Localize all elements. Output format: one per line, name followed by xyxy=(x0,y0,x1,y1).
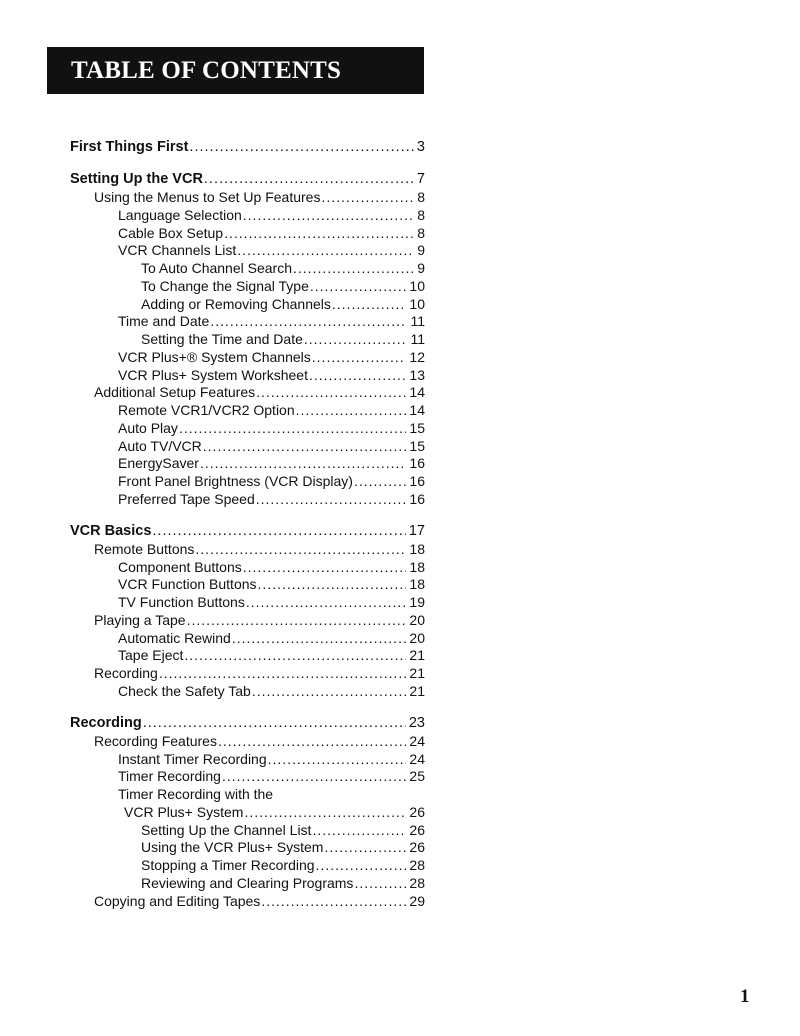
toc-entry-label: Remote Buttons xyxy=(94,540,195,557)
toc-entry-page: 10 xyxy=(409,277,425,294)
dot-leader xyxy=(246,594,407,610)
toc-entry-label: Playing a Tape xyxy=(94,611,186,628)
dot-leader xyxy=(203,438,407,454)
page-title: TABLE OF CONTENTS xyxy=(71,56,342,84)
toc-entry xyxy=(70,473,425,491)
toc-entry xyxy=(70,630,425,648)
toc-entry xyxy=(70,822,425,840)
toc-entry-page: 10 xyxy=(409,295,425,312)
page-number: 1 xyxy=(740,986,750,1007)
toc-entry xyxy=(70,786,425,804)
dot-leader xyxy=(224,225,414,241)
toc-entry-label: Component Buttons xyxy=(118,558,242,575)
toc-entry-page: 26 xyxy=(409,803,425,820)
dot-leader xyxy=(261,893,406,909)
toc-entry-label: Timer Recording xyxy=(118,768,221,785)
toc-entry-page: 29 xyxy=(409,892,425,909)
toc-entry xyxy=(70,541,425,559)
toc-entry-label: Using the VCR Plus+ System xyxy=(141,839,324,856)
toc-entry-page: 20 xyxy=(409,629,425,646)
toc-entry-page: 9 xyxy=(417,260,425,276)
toc-entry-page: 11 xyxy=(410,313,425,330)
dot-leader xyxy=(321,189,414,205)
dot-leader xyxy=(243,207,414,223)
toc-entry-page: 28 xyxy=(409,857,425,873)
dot-leader xyxy=(232,630,407,646)
toc-entry-label: VCR Basics xyxy=(70,523,152,539)
toc-section-entry xyxy=(70,171,425,189)
toc-entry-label: First Things First xyxy=(70,139,189,155)
toc-entry-page: 12 xyxy=(409,348,425,365)
toc-entry-label: Instant Timer Recording xyxy=(118,750,267,767)
toc-entry xyxy=(70,367,425,385)
dot-leader xyxy=(184,647,406,663)
toc-entry xyxy=(70,438,425,456)
toc-entry-page: 9 xyxy=(417,242,425,259)
toc-entry-label: To Auto Channel Search xyxy=(141,260,292,276)
toc-entry-label: Check the Safety Tab xyxy=(118,682,251,699)
toc-entry-page: 14 xyxy=(409,384,425,401)
toc-section-entry xyxy=(70,523,425,541)
dot-leader xyxy=(309,367,406,383)
dot-leader xyxy=(243,559,407,575)
toc-entry-label: Tape Eject xyxy=(118,647,184,664)
toc-entry xyxy=(70,594,425,612)
toc-entry-page: 18 xyxy=(409,540,425,557)
toc-entry xyxy=(70,242,425,260)
toc-entry-page: 15 xyxy=(409,437,425,454)
dot-leader xyxy=(179,420,406,436)
toc-entry-label: Auto TV/VCR xyxy=(118,437,202,454)
dot-leader xyxy=(256,384,406,400)
toc-entry-label: Preferred Tape Speed xyxy=(118,490,255,507)
dot-leader xyxy=(152,523,405,539)
dot-leader xyxy=(258,576,407,592)
toc-section-entry xyxy=(70,139,425,157)
dot-leader xyxy=(310,278,407,294)
toc-entry-page: 26 xyxy=(409,821,425,838)
table-of-contents xyxy=(70,139,425,910)
toc-entry xyxy=(70,207,425,225)
toc-entry-label: Setting Up the VCR xyxy=(70,171,203,188)
dot-leader xyxy=(237,242,414,258)
toc-entry-page: 24 xyxy=(409,732,425,749)
dot-leader xyxy=(354,875,406,891)
toc-entry-label: Adding or Removing Channels xyxy=(141,295,331,312)
toc-entry-page: 16 xyxy=(409,455,425,472)
toc-entry xyxy=(70,576,425,594)
toc-entry-page: 18 xyxy=(409,576,425,593)
toc-entry xyxy=(70,804,425,822)
toc-entry-label: Copying and Editing Tapes xyxy=(94,892,261,909)
toc-entry xyxy=(70,225,425,243)
toc-entry xyxy=(70,733,425,751)
dot-leader xyxy=(316,857,407,873)
dot-leader xyxy=(296,402,407,418)
toc-entry-label: VCR Plus+® System Channels xyxy=(118,348,311,365)
toc-entry-label: Auto Play xyxy=(118,419,178,436)
toc-entry xyxy=(70,420,425,438)
toc-entry xyxy=(70,455,425,473)
dot-leader xyxy=(304,331,408,347)
toc-entry-page: 15 xyxy=(409,419,425,436)
toc-entry xyxy=(70,683,425,701)
dot-leader xyxy=(159,665,407,681)
toc-entry-page: 17 xyxy=(408,523,425,539)
toc-entry-label: Front Panel Brightness (VCR Display) xyxy=(118,473,353,489)
toc-entry-page: 16 xyxy=(409,490,425,507)
toc-entry-page: 24 xyxy=(409,750,425,767)
toc-entry-page: 21 xyxy=(409,665,425,681)
toc-entry xyxy=(70,559,425,577)
toc-entry-label: Using the Menus to Set Up Features xyxy=(94,189,321,205)
toc-entry xyxy=(70,278,425,296)
toc-entry-label: VCR Plus+ System xyxy=(124,803,244,820)
dot-leader xyxy=(187,612,407,628)
toc-entry-label: Recording xyxy=(70,715,142,731)
toc-section-entry xyxy=(70,715,425,733)
toc-entry-label: VCR Function Buttons xyxy=(118,576,257,593)
toc-entry xyxy=(70,665,425,683)
toc-entry xyxy=(70,893,425,911)
toc-entry xyxy=(70,857,425,875)
dot-leader xyxy=(332,296,407,312)
dot-leader xyxy=(268,751,407,767)
toc-entry-page: 8 xyxy=(417,206,425,223)
toc-entry-page: 8 xyxy=(417,189,425,205)
toc-entry xyxy=(70,402,425,420)
toc-entry xyxy=(70,349,425,367)
title-banner xyxy=(47,47,424,94)
toc-entry-page: 16 xyxy=(409,473,425,489)
dot-leader xyxy=(218,733,406,749)
toc-entry-page: 25 xyxy=(409,768,425,785)
toc-entry xyxy=(70,189,425,207)
toc-entry-label: Language Selection xyxy=(118,206,242,223)
toc-entry-page: 19 xyxy=(409,594,425,610)
toc-entry xyxy=(70,875,425,893)
toc-entry xyxy=(70,260,425,278)
toc-entry xyxy=(70,296,425,314)
toc-entry-page: 21 xyxy=(409,682,425,699)
toc-entry-label: To Change the Signal Type xyxy=(141,277,309,294)
dot-leader xyxy=(143,715,406,731)
dot-leader xyxy=(222,768,406,784)
dot-leader xyxy=(293,260,414,276)
toc-entry-page: 23 xyxy=(408,715,425,731)
toc-entry xyxy=(70,647,425,665)
toc-entry-page: 26 xyxy=(409,839,425,856)
toc-entry-label: VCR Plus+ System Worksheet xyxy=(118,366,308,383)
toc-entry-label: Additional Setup Features xyxy=(94,384,256,401)
dot-leader xyxy=(200,455,406,471)
toc-entry-page: 14 xyxy=(409,402,425,418)
toc-entry-page: 18 xyxy=(409,558,425,575)
toc-entry-page: 28 xyxy=(409,874,425,891)
toc-entry xyxy=(70,751,425,769)
toc-entry xyxy=(70,313,425,331)
toc-entry-page: 20 xyxy=(409,611,425,628)
dot-leader xyxy=(324,839,406,855)
dot-leader xyxy=(312,822,406,838)
toc-entry-page: 3 xyxy=(416,139,425,155)
toc-entry-label: Timer Recording with the xyxy=(118,786,274,802)
dot-leader xyxy=(256,491,407,507)
toc-entry-label: Time and Date xyxy=(118,313,210,330)
dot-leader xyxy=(210,313,407,329)
toc-entry-label: Setting Up the Channel List xyxy=(141,821,312,838)
toc-entry xyxy=(70,768,425,786)
toc-entry-page: 8 xyxy=(417,224,425,241)
toc-entry-label: Cable Box Setup xyxy=(118,224,224,241)
dot-leader xyxy=(252,683,407,699)
toc-entry xyxy=(70,491,425,509)
dot-leader xyxy=(312,349,407,365)
toc-entry-page: 11 xyxy=(410,331,425,347)
toc-entry-label: Recording Features xyxy=(94,732,217,749)
dot-leader xyxy=(189,139,414,155)
toc-entry-label: Stopping a Timer Recording xyxy=(141,857,315,873)
toc-entry-label: EnergySaver xyxy=(118,455,199,472)
dot-leader xyxy=(354,473,406,489)
toc-entry-page: 7 xyxy=(416,171,425,188)
toc-entry-label: VCR Channels List xyxy=(118,242,237,259)
toc-entry-label: Reviewing and Clearing Programs xyxy=(141,874,354,891)
toc-entry-label: TV Function Buttons xyxy=(118,594,245,610)
toc-entry-page: 21 xyxy=(409,647,425,664)
toc-entry xyxy=(70,839,425,857)
toc-entry-label: Automatic Rewind xyxy=(118,629,231,646)
toc-entry-label: Recording xyxy=(94,665,158,681)
dot-leader xyxy=(244,804,406,820)
toc-entry xyxy=(70,384,425,402)
toc-entry-label: Remote VCR1/VCR2 Option xyxy=(118,402,295,418)
toc-entry-label: Setting the Time and Date xyxy=(141,331,303,347)
dot-leader xyxy=(204,171,414,187)
toc-entry xyxy=(70,331,425,349)
toc-entry xyxy=(70,612,425,630)
dot-leader xyxy=(195,541,406,557)
toc-entry-page: 13 xyxy=(409,366,425,383)
